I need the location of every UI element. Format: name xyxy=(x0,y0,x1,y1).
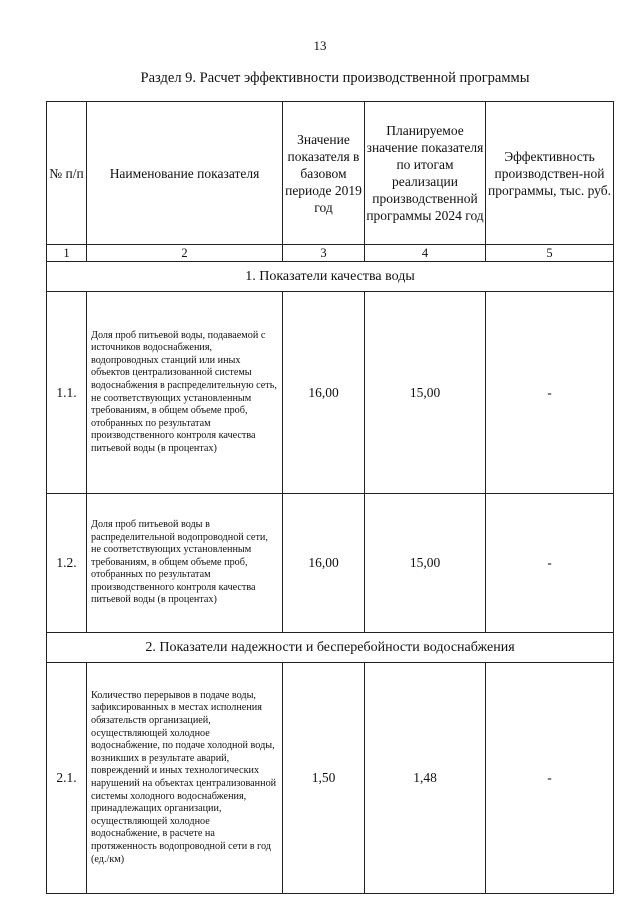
indicator-name: Доля проб питьевой воды в распределительной водопроводной сети, не соответствующих установленным требованиям, в общем объеме проб, отобранных по результатам производственного контроля качества питьевой воды (в процентах) xyxy=(87,494,283,633)
efficiency-value: - xyxy=(486,292,614,494)
group-row xyxy=(47,633,614,663)
column-number: 3 xyxy=(283,245,365,262)
page-number: 13 xyxy=(313,38,327,53)
table-row xyxy=(47,292,614,494)
column-number: 5 xyxy=(486,245,614,262)
column-number-row xyxy=(47,245,614,262)
table-header-row xyxy=(47,102,614,245)
base-value: 16,00 xyxy=(283,494,365,633)
header-index: № п/п xyxy=(47,102,87,245)
group-row xyxy=(47,262,614,292)
group-title: 1. Показатели качества воды xyxy=(47,262,614,292)
column-number: 4 xyxy=(365,245,486,262)
efficiency-table xyxy=(46,101,614,894)
base-value: 1,50 xyxy=(283,663,365,894)
efficiency-value: - xyxy=(486,494,614,633)
header-efficiency: Эффективность производствен-ной программы, тыс. руб. xyxy=(486,102,614,245)
header-base-value: Значение показателя в базовом периоде 2019 год xyxy=(283,102,365,245)
header-indicator-name: Наименование показателя xyxy=(87,102,283,245)
row-number: 1.1. xyxy=(47,292,87,494)
table-row xyxy=(47,494,614,633)
planned-value: 1,48 xyxy=(365,663,486,894)
planned-value: 15,00 xyxy=(365,292,486,494)
column-number: 2 xyxy=(87,245,283,262)
section-title: Раздел 9. Расчет эффективности производственной программы xyxy=(140,70,530,86)
header-planned-value: Планируемое значение показателя по итогам реализации производственной программы 2024 год xyxy=(365,102,486,245)
indicator-name: Количество перерывов в подаче воды, зафиксированных в местах исполнения обязательств организацией, осуществляющей холодное водоснабжение, по подаче холодной воды, возникших в результате аварий, повреждений и иных технологических нарушений на объектах централизованной системы холодного водоснабжения, принадлежащих организации, осуществляющей холодное водоснабжение, в расчете на протяженность водопроводной сети в год (ед./км) xyxy=(87,663,283,894)
group-title: 2. Показатели надежности и бесперебойности водоснабжения xyxy=(47,633,614,663)
row-number: 2.1. xyxy=(47,663,87,894)
planned-value: 15,00 xyxy=(365,494,486,633)
base-value: 16,00 xyxy=(283,292,365,494)
column-number: 1 xyxy=(47,245,87,262)
indicator-name: Доля проб питьевой воды, подаваемой с источников водоснабжения, водопроводных станций или иных объектов централизованной системы водоснабжения в распределительную сеть, не соответствующих установленным требованиям, в общем объеме проб, отобранных по результатам производственного контроля качества питьевой воды (в процентах) xyxy=(87,292,283,494)
row-number: 1.2. xyxy=(47,494,87,633)
efficiency-value: - xyxy=(486,663,614,894)
table-row xyxy=(47,663,614,894)
